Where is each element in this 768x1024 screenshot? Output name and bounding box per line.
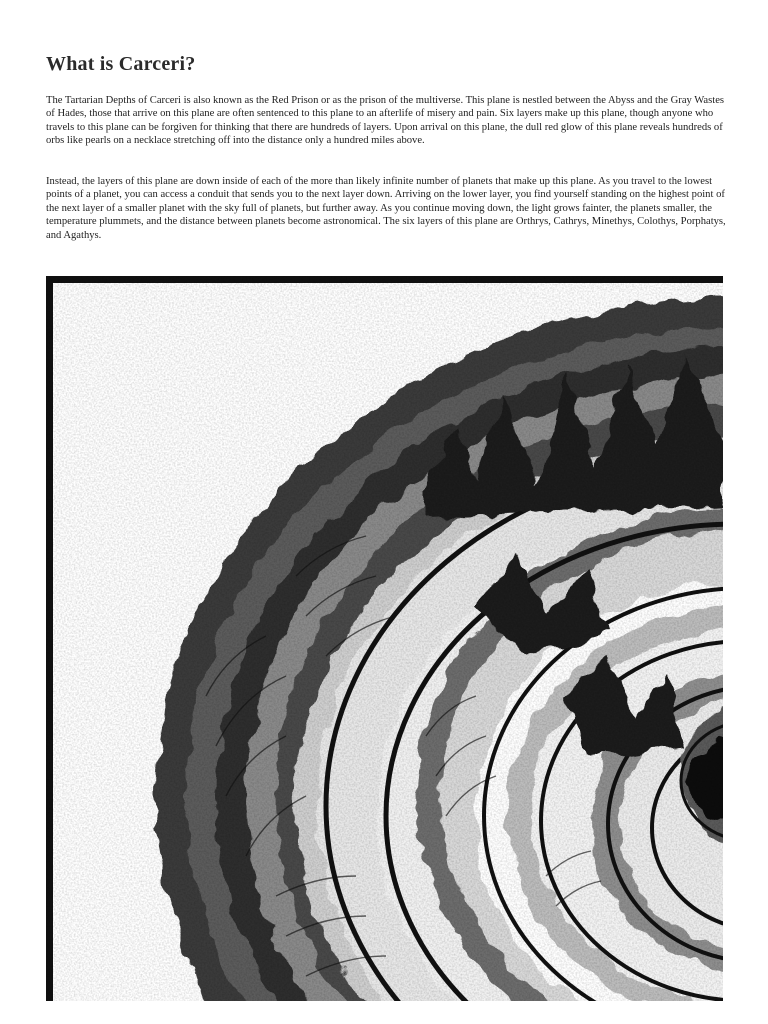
paragraph-layers: Instead, the layers of this plane are down inside of each of the more than likely infinite number of planets that make up this plane. As you travel to the lowest points of a planet, you can access a conduit that sends you to the next layer down. Arriving on the lower layer, you find yourself standing on the highest point of the next layer of a smaller planet with the sky full of planets, but further away. As you continue moving down, the light grows fainter, the planets smaller, the temperature plummets, and the distance between planets become astronomical. The six layers of this plane are Orthrys, Cathrys, Minethys, Colothys, Porphatys, and Agathys. [46, 176, 726, 241]
paper-grain [46, 276, 723, 1001]
page-title: What is Carceri? [46, 53, 196, 75]
paragraph-intro: The Tartarian Depths of Carceri is also known as the Red Prison or as the prison of the multiverse. This plane is nestled between the Abyss and the Gray Wastes of Hades, those that arrive on this plane are often sentenced to this plane to an afterlife of misery and pain. Six layers make up this plane, though anyone who travels to this plane can be forgiven for thinking that there are hundreds of layers. Upon arrival on this plane, the dull red glow of this plane reveals hundreds of orbs like pearls on a necklace stretching off into the distance only a hundred miles above. [46, 95, 725, 147]
carceri-illustration [46, 276, 723, 1001]
planet-layers-drawing [46, 276, 723, 1001]
